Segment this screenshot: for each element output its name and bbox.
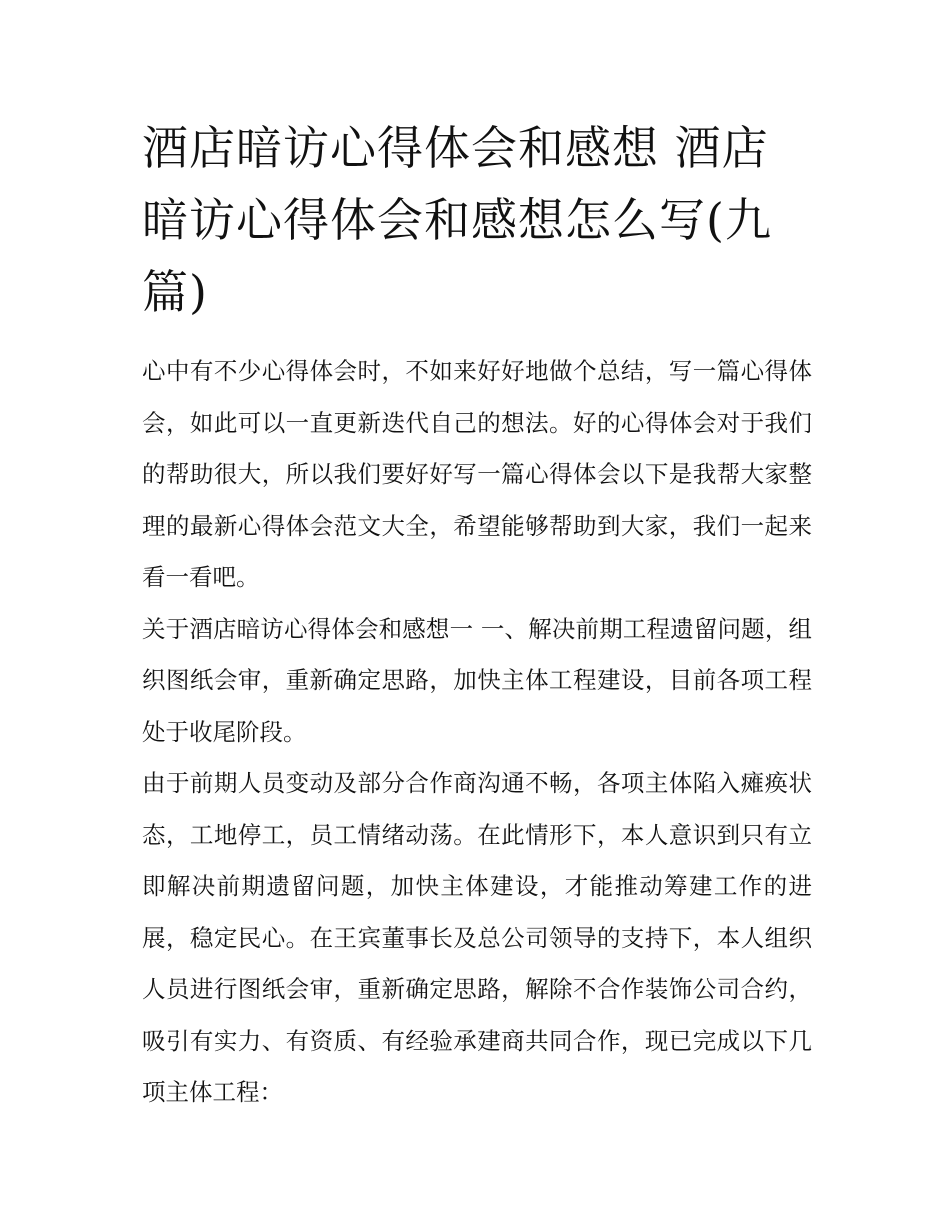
document-title: 酒店暗访心得体会和感想 酒店暗访心得体会和感想怎么写(九篇)	[142, 121, 772, 319]
paragraph-background: 由于前期人员变动及部分合作商沟通不畅，各项主体陷入瘫痪状态，工地停工，员工情绪动荡。在此情形下，本人意识到只有立即解决前期遗留问题，加快主体建设，才能推动筹建工作的进展，稳定民心。在王宾董事长及总公司领导的支持下，本人组织人员进行图纸会审，重新确定思路，解除不合作装饰公司合约，吸引有实力、有资质、有经验承建商共同合作，现已完成以下几项主体工程：	[142, 769, 812, 1106]
document-body	[142, 346, 812, 1119]
paragraph-section-one: 关于酒店暗访心得体会和感想一 一、解决前期工程遗留问题，组织图纸会审，重新确定思路，加快主体工程建设，目前各项工程处于收尾阶段。	[142, 614, 812, 746]
document-content	[142, 112, 812, 1119]
paragraph-intro: 心中有不少心得体会时，不如来好好地做个总结，写一篇心得体会，如此可以一直更新迭代自己的想法。好的心得体会对于我们的帮助很大，所以我们要好好写一篇心得体会以下是我帮大家整理的最新心得体会范文大全，希望能够帮助到大家，我们一起来看一看吧。	[142, 357, 812, 591]
